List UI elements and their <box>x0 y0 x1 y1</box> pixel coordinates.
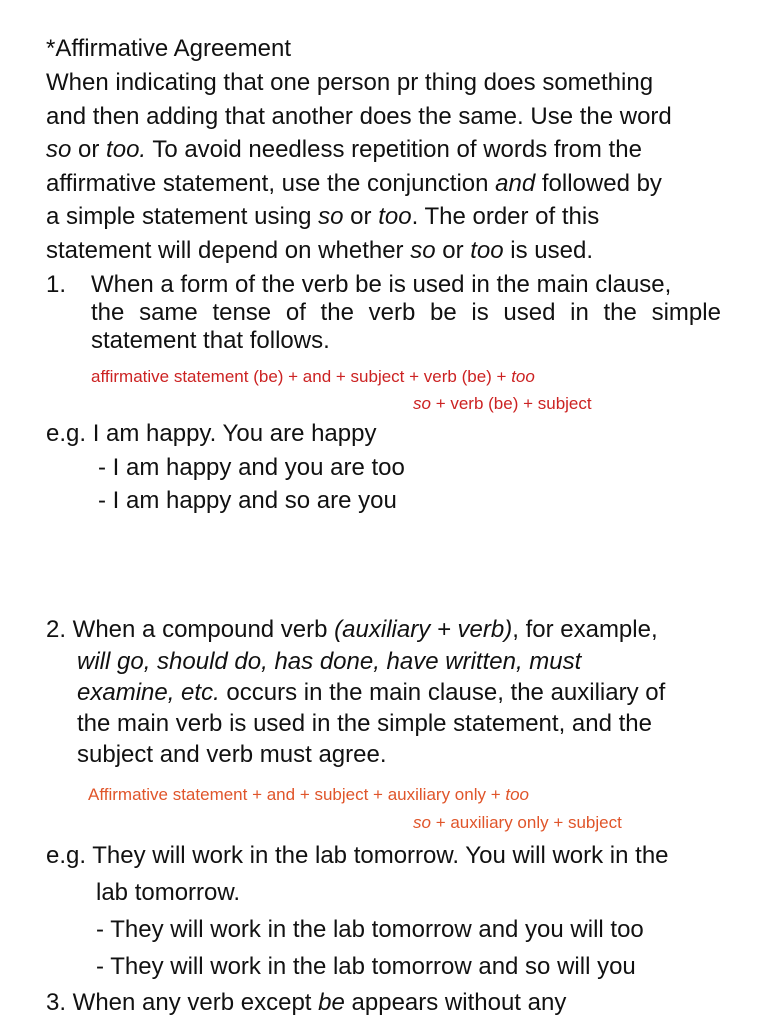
rule3-line-1: 3. When any verb except be appears without any <box>46 989 567 1016</box>
rule2-formula-1: Affirmative statement + and + subject + auxiliary only + too <box>88 785 529 804</box>
rule2-example-1: e.g. They will work in the lab tomorrow. You will work in the <box>46 842 669 869</box>
intro-line-1: When indicating that one person pr thing does something <box>46 69 654 96</box>
intro-line-5: a simple statement using so or too. The order of this <box>46 203 600 230</box>
rule2-line-4: the main verb is used in the simple statement, and the <box>77 710 652 737</box>
rule2-line-3: examine, etc. occurs in the main clause, the auxiliary of <box>77 679 666 706</box>
rule1-line-1: When a form of the verb be is used in the main clause, <box>91 271 672 298</box>
intro-line-3: so or too. To avoid needless repetition of words from the <box>46 136 642 163</box>
rule2-answer-1: - They will work in the lab tomorrow and you will too <box>96 916 644 943</box>
rule1-line-3: statement that follows. <box>91 327 330 354</box>
rule1-line-2-word: same <box>139 299 198 326</box>
intro-line-2: and then adding that another does the same. Use the word <box>46 103 672 130</box>
page-title: *Affirmative Agreement <box>46 35 292 62</box>
rule1-line-2-word: used <box>503 299 556 326</box>
rule1-line-2-word: simple <box>651 299 721 326</box>
rule1-line-2-word: tense <box>212 299 272 326</box>
rule1-line-2-word: the <box>603 299 637 326</box>
rule2-line-2: will go, should do, has done, have written, must <box>77 648 582 675</box>
rule1-example: e.g. I am happy. You are happy <box>46 420 377 447</box>
rule1-answer-2: - I am happy and so are you <box>98 487 397 514</box>
rule1-line-2-word: is <box>471 299 489 326</box>
rule1-line-2-word: the <box>320 299 354 326</box>
rule1-formula-1: affirmative statement (be) + and + subject + verb (be) + too <box>91 367 535 386</box>
rule2-example-2: lab tomorrow. <box>96 879 241 906</box>
intro-line-4: affirmative statement, use the conjunction and followed by <box>46 170 662 197</box>
rule1-line-2-word: the <box>91 299 125 326</box>
rule2-line-5: subject and verb must agree. <box>77 741 387 768</box>
rule1-line-2 <box>91 298 721 328</box>
rule1-line-2-word: of <box>285 299 306 326</box>
rule1-line-2-word: in <box>570 299 589 326</box>
rule1-line-2-word: be <box>429 299 457 326</box>
intro-line-6: statement will depend on whether so or too is used. <box>46 237 594 264</box>
rule2-formula-2: so + auxiliary only + subject <box>413 813 622 832</box>
rule1-answer-1: - I am happy and you are too <box>98 454 405 481</box>
rule1-formula-2: so + verb (be) + subject <box>413 394 592 413</box>
rule1-number: 1. <box>46 271 67 298</box>
rule1-line-2-word: verb <box>368 299 416 326</box>
rule2-answer-2: - They will work in the lab tomorrow and so will you <box>96 953 636 980</box>
rule2-line-1: 2. When a compound verb (auxiliary + verb), for example, <box>46 616 658 643</box>
